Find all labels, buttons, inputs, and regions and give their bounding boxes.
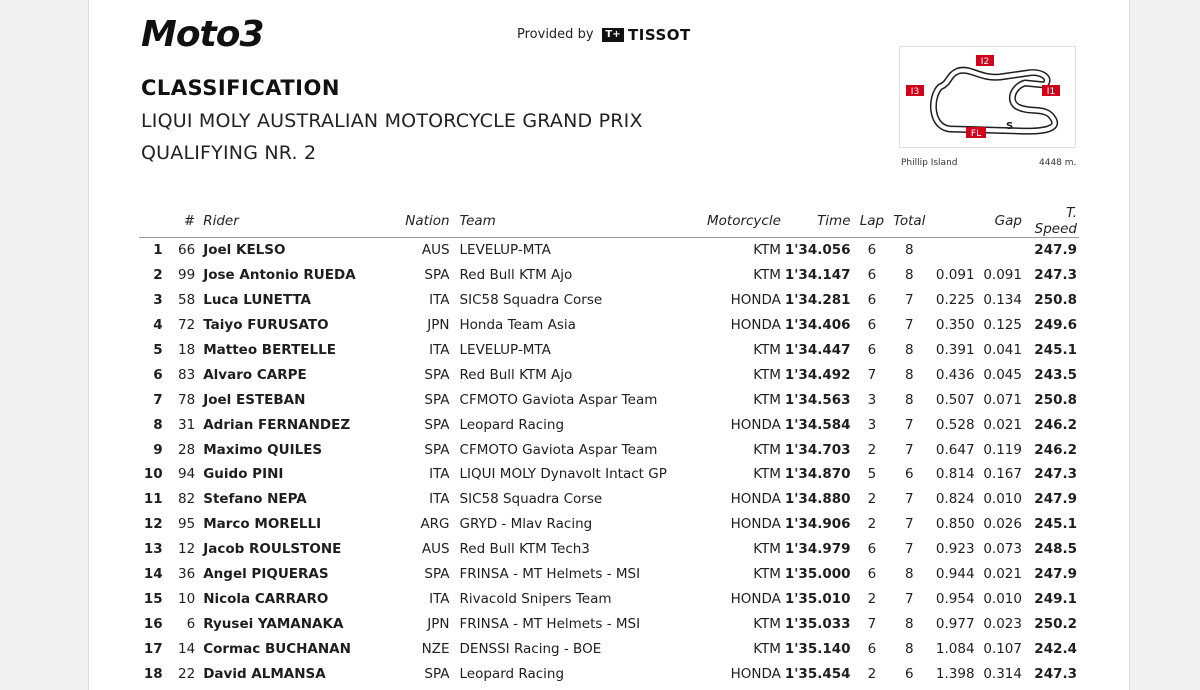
rider-number-cell: 10: [178, 590, 196, 607]
nation-cell: SPA: [424, 391, 450, 408]
motorcycle-cell: KTM: [753, 366, 781, 383]
position-cell: 1: [153, 242, 163, 259]
lap-cell: 6: [867, 342, 877, 358]
lap-cell: 6: [867, 317, 877, 334]
provided-by-label: Provided by: [517, 27, 594, 42]
gap-previous-cell: 0.107: [983, 640, 1022, 657]
rider-number-cell: 66: [178, 242, 196, 259]
rider-name-cell: David ALMANSA: [203, 665, 326, 682]
rider-number-cell: 99: [178, 267, 196, 284]
table-row: [139, 263, 1079, 288]
team-cell: LEVELUP-MTA: [459, 242, 551, 259]
gap-previous-cell: 0.071: [983, 391, 1022, 408]
finish-line-label: [966, 127, 986, 139]
top-speed-cell: 247.3: [1034, 665, 1077, 682]
lap-time-cell: 1'34.979: [784, 541, 851, 558]
motorcycle-cell: HONDA: [730, 416, 781, 433]
top-speed-cell: 250.8: [1034, 391, 1077, 408]
position-cell: 2: [153, 267, 163, 284]
sector-label-i2: [976, 55, 994, 67]
table-row: [139, 387, 1079, 412]
rider-number-cell: 95: [178, 516, 196, 533]
gap-previous-cell: 0.167: [983, 466, 1022, 483]
rider-number-cell: 18: [178, 342, 196, 358]
gap-first-cell: 0.977: [935, 615, 975, 632]
motorcycle-cell: KTM: [753, 242, 781, 259]
table-row: [139, 238, 1079, 263]
rider-number-cell: 94: [178, 466, 196, 483]
team-cell: Red Bull KTM Tech3: [459, 541, 590, 558]
team-cell: FRINSA - MT Helmets - MSI: [459, 615, 641, 632]
team-cell: GRYD - Mlav Racing: [459, 516, 593, 533]
gap-first-cell: 0.954: [935, 590, 975, 607]
nation-cell: ITA: [429, 466, 450, 483]
gap-first-cell: 0.850: [935, 516, 975, 533]
moto3-logo: Moto3: [141, 14, 264, 55]
motorcycle-cell: KTM: [753, 342, 781, 358]
rider-number-cell: 78: [178, 391, 196, 408]
gap-previous-cell: 0.021: [983, 566, 1022, 583]
team-cell: Rivacold Snipers Team: [459, 590, 612, 607]
lap-time-cell: 1'34.147: [784, 267, 851, 284]
lap-cell: 7: [867, 366, 877, 383]
total-laps-cell: 8: [905, 566, 914, 583]
circuit-map: [899, 46, 1076, 148]
gap-previous-cell: 0.119: [983, 441, 1022, 458]
event-name: LIQUI MOLY AUSTRALIAN MOTORCYCLE GRAND PRIX: [141, 110, 643, 132]
top-speed-cell: 242.4: [1034, 640, 1077, 657]
top-speed-cell: 246.2: [1034, 416, 1077, 433]
col-team: Team: [452, 205, 705, 238]
total-laps-cell: 7: [905, 541, 914, 558]
sector-label-i1: [1042, 85, 1060, 97]
gap-previous-cell: 0.134: [983, 292, 1022, 309]
total-laps-cell: 7: [905, 292, 914, 309]
rider-name-cell: Cormac BUCHANAN: [203, 640, 351, 657]
results-table: [139, 205, 1079, 686]
rider-number-cell: 14: [178, 640, 196, 657]
position-cell: 15: [143, 590, 163, 607]
lap-cell: 7: [867, 615, 877, 632]
top-speed-cell: 248.5: [1034, 541, 1077, 558]
lap-cell: 6: [867, 242, 877, 259]
total-laps-cell: 7: [905, 590, 914, 607]
team-cell: SIC58 Squadra Corse: [459, 491, 603, 508]
position-cell: 9: [153, 441, 163, 458]
top-speed-cell: 247.3: [1034, 466, 1077, 483]
total-laps-cell: 7: [905, 416, 914, 433]
total-laps-cell: 8: [905, 366, 914, 383]
gap-previous-cell: 0.010: [983, 590, 1022, 607]
total-laps-cell: 8: [905, 391, 914, 408]
tissot-logo: TISSOT: [628, 26, 691, 44]
gap-first-cell: 0.225: [935, 292, 975, 309]
rider-name-cell: Matteo BERTELLE: [203, 342, 336, 358]
motorcycle-cell: KTM: [753, 391, 781, 408]
motorcycle-cell: KTM: [753, 441, 781, 458]
team-cell: SIC58 Squadra Corse: [459, 292, 603, 309]
table-row: [139, 661, 1079, 686]
top-speed-cell: 249.6: [1034, 317, 1077, 334]
top-speed-cell: 245.1: [1034, 342, 1077, 358]
motorcycle-cell: HONDA: [730, 317, 781, 334]
col-nation: Nation: [400, 205, 452, 238]
total-laps-cell: 7: [905, 317, 914, 334]
position-cell: 14: [143, 566, 163, 583]
position-cell: 4: [153, 317, 163, 334]
position-cell: 7: [153, 391, 163, 408]
rider-name-cell: Ryusei YAMANAKA: [203, 615, 344, 632]
svg-text:FL: FL: [970, 129, 982, 139]
nation-cell: SPA: [424, 665, 450, 682]
classification-page: [88, 0, 1130, 690]
gap-previous-cell: 0.314: [983, 665, 1022, 682]
circuit-length: 4448 m.: [1039, 158, 1077, 168]
lap-time-cell: 1'35.454: [784, 665, 851, 682]
nation-cell: SPA: [424, 566, 450, 583]
gap-previous-cell: 0.073: [983, 541, 1022, 558]
team-cell: FRINSA - MT Helmets - MSI: [459, 566, 641, 583]
sector-label-i3: [906, 85, 924, 97]
position-cell: 6: [153, 366, 163, 383]
lap-cell: 6: [867, 267, 877, 284]
nation-cell: ITA: [429, 292, 450, 309]
position-cell: 8: [153, 416, 163, 433]
position-cell: 11: [143, 491, 163, 508]
page-title: CLASSIFICATION: [141, 76, 340, 100]
motorcycle-cell: KTM: [753, 541, 781, 558]
table-row: [139, 462, 1079, 487]
lap-cell: 5: [867, 466, 877, 483]
gap-previous-cell: 0.041: [983, 342, 1022, 358]
lap-time-cell: 1'34.906: [784, 516, 851, 533]
motorcycle-cell: HONDA: [730, 516, 781, 533]
gap-first-cell: 1.398: [935, 665, 975, 682]
lap-cell: 6: [867, 640, 877, 657]
gap-previous-cell: 0.023: [983, 615, 1022, 632]
motorcycle-cell: HONDA: [730, 491, 781, 508]
top-speed-cell: 250.8: [1034, 292, 1077, 309]
gap-previous-cell: 0.026: [983, 516, 1022, 533]
nation-cell: NZE: [421, 640, 450, 657]
col-total: Total: [891, 205, 927, 238]
gap-previous-cell: 0.091: [983, 267, 1022, 284]
col-rider: Rider: [197, 205, 400, 238]
gap-previous-cell: [977, 238, 1024, 263]
gap-first-cell: 0.528: [935, 416, 975, 433]
total-laps-cell: 7: [905, 441, 914, 458]
total-laps-cell: 8: [905, 242, 914, 259]
table-row: [139, 537, 1079, 562]
col-time: Time: [783, 205, 853, 238]
team-cell: Red Bull KTM Ajo: [459, 366, 573, 383]
total-laps-cell: 8: [905, 342, 914, 358]
tissot-mark-icon: [602, 28, 624, 42]
rider-number-cell: 31: [178, 416, 196, 433]
rider-number-cell: 83: [178, 366, 196, 383]
nation-cell: SPA: [424, 366, 450, 383]
team-cell: Honda Team Asia: [459, 317, 576, 334]
total-laps-cell: 8: [905, 615, 914, 632]
lap-cell: 2: [867, 441, 877, 458]
position-cell: 13: [143, 541, 163, 558]
rider-name-cell: Maximo QUILES: [203, 441, 323, 458]
lap-time-cell: 1'35.033: [784, 615, 851, 632]
gap-first-cell: 0.647: [935, 441, 975, 458]
rider-number-cell: 22: [178, 665, 196, 682]
motorcycle-cell: HONDA: [730, 590, 781, 607]
rider-number-cell: 36: [178, 566, 196, 583]
rider-name-cell: Jose Antonio RUEDA: [203, 267, 356, 284]
lap-time-cell: 1'34.563: [784, 391, 851, 408]
svg-text:I3: I3: [910, 87, 920, 97]
lap-time-cell: 1'34.703: [784, 441, 851, 458]
nation-cell: ITA: [429, 342, 450, 358]
total-laps-cell: 6: [905, 665, 914, 682]
table-row: [139, 437, 1079, 462]
sponsor-mark: T+: [605, 29, 621, 40]
team-cell: Leopard Racing: [459, 665, 565, 682]
svg-text:I1: I1: [1046, 87, 1056, 97]
motorcycle-cell: KTM: [753, 640, 781, 657]
rider-name-cell: Taiyo FURUSATO: [203, 317, 329, 334]
lap-cell: 6: [867, 566, 877, 583]
team-cell: CFMOTO Gaviota Aspar Team: [459, 391, 658, 408]
table-header-row: [139, 205, 1079, 238]
gap-previous-cell: 0.021: [983, 416, 1022, 433]
lap-time-cell: 1'34.870: [784, 466, 851, 483]
gap-first-cell: 0.391: [935, 342, 975, 358]
lap-cell: 6: [867, 541, 877, 558]
top-speed-cell: 245.1: [1034, 516, 1077, 533]
lap-cell: 2: [867, 491, 877, 508]
rider-name-cell: Angel PIQUERAS: [203, 566, 329, 583]
rider-name-cell: Joel ESTEBAN: [203, 391, 306, 408]
top-speed-cell: 247.9: [1034, 491, 1077, 508]
position-cell: 18: [143, 665, 163, 682]
gap-first-cell: [927, 238, 976, 263]
gap-first-cell: 1.084: [935, 640, 975, 657]
top-speed-cell: 243.5: [1034, 366, 1077, 383]
table-row: [139, 611, 1079, 636]
gap-first-cell: 0.436: [935, 366, 975, 383]
position-cell: 3: [153, 292, 163, 309]
top-speed-cell: 247.9: [1034, 566, 1077, 583]
table-row: [139, 412, 1079, 437]
total-laps-cell: 6: [905, 466, 914, 483]
total-laps-cell: 8: [905, 267, 914, 284]
gap-first-cell: 0.091: [935, 267, 975, 284]
motorcycle-cell: KTM: [753, 615, 781, 632]
col-top-speed: T. Speed: [1024, 205, 1079, 238]
gap-first-cell: 0.923: [935, 541, 975, 558]
rider-name-cell: Guido PINI: [203, 466, 284, 483]
rider-number-cell: 82: [178, 491, 196, 508]
motorcycle-cell: KTM: [753, 466, 781, 483]
table-row: [139, 362, 1079, 387]
motorcycle-cell: KTM: [753, 566, 781, 583]
table-row: [139, 487, 1079, 512]
gap-previous-cell: 0.010: [983, 491, 1022, 508]
nation-cell: SPA: [424, 267, 450, 284]
nation-cell: JPN: [427, 615, 450, 632]
lap-time-cell: 1'34.447: [784, 342, 851, 358]
gap-first-cell: 0.944: [935, 566, 975, 583]
rider-number-cell: 12: [178, 541, 196, 558]
col-number: #: [165, 205, 198, 238]
team-cell: Leopard Racing: [459, 416, 565, 433]
lap-time-cell: 1'34.584: [784, 416, 851, 433]
col-gap: Gap: [977, 205, 1024, 238]
lap-time-cell: 1'35.000: [784, 566, 851, 583]
gap-first-cell: 0.350: [935, 317, 975, 334]
rider-name-cell: Nicola CARRARO: [203, 590, 329, 607]
position-cell: 10: [143, 466, 163, 483]
session-name: QUALIFYING NR. 2: [141, 142, 317, 164]
circuit-map-icon: [900, 47, 1075, 147]
team-cell: Red Bull KTM Ajo: [459, 267, 573, 284]
rider-name-cell: Jacob ROULSTONE: [203, 541, 342, 558]
rider-name-cell: Luca LUNETTA: [203, 292, 311, 309]
team-cell: LEVELUP-MTA: [459, 342, 551, 358]
lap-cell: 2: [867, 665, 877, 682]
rider-number-cell: 72: [178, 317, 196, 334]
motorcycle-cell: KTM: [753, 267, 781, 284]
rider-name-cell: Stefano NEPA: [203, 491, 307, 508]
team-cell: DENSSI Racing - BOE: [459, 640, 602, 657]
svg-text:I2: I2: [980, 57, 990, 67]
rider-name-cell: Alvaro CARPE: [203, 366, 307, 383]
lap-cell: 3: [867, 416, 877, 433]
total-laps-cell: 8: [905, 640, 914, 657]
position-cell: 5: [153, 342, 163, 358]
lap-time-cell: 1'34.281: [784, 292, 851, 309]
nation-cell: JPN: [427, 317, 450, 334]
circuit-name: Phillip Island: [901, 158, 958, 168]
top-speed-cell: 247.3: [1034, 267, 1077, 284]
lap-time-cell: 1'35.140: [784, 640, 851, 657]
lap-cell: 2: [867, 590, 877, 607]
lap-time-cell: 1'34.056: [784, 242, 851, 259]
lap-cell: 3: [867, 391, 877, 408]
lap-cell: 6: [867, 292, 877, 309]
motorcycle-cell: HONDA: [730, 665, 781, 682]
nation-cell: AUS: [421, 541, 450, 558]
table-row: [139, 512, 1079, 537]
table-row: [139, 586, 1079, 611]
gap-previous-cell: 0.045: [983, 366, 1022, 383]
top-speed-cell: 247.9: [1034, 242, 1077, 259]
top-speed-cell: 250.2: [1034, 615, 1077, 632]
col-motorcycle: Motorcycle: [705, 205, 783, 238]
table-row: [139, 562, 1079, 587]
lap-time-cell: 1'35.010: [784, 590, 851, 607]
rider-name-cell: Marco MORELLI: [203, 516, 322, 533]
rider-number-cell: 28: [178, 441, 196, 458]
gap-first-cell: 0.814: [935, 466, 975, 483]
gap-previous-cell: 0.125: [983, 317, 1022, 334]
rider-number-cell: 6: [186, 615, 196, 632]
team-cell: LIQUI MOLY Dynavolt Intact GP: [459, 466, 667, 483]
total-laps-cell: 7: [905, 516, 914, 533]
col-lap: Lap: [853, 205, 892, 238]
nation-cell: AUS: [421, 242, 450, 259]
table-row: [139, 313, 1079, 338]
start-label: S: [1006, 121, 1014, 132]
rider-name-cell: Joel KELSO: [203, 242, 286, 259]
top-speed-cell: 249.1: [1034, 590, 1077, 607]
motorcycle-cell: HONDA: [730, 292, 781, 309]
lap-time-cell: 1'34.492: [784, 366, 851, 383]
position-cell: 12: [143, 516, 163, 533]
nation-cell: ITA: [429, 491, 450, 508]
team-cell: CFMOTO Gaviota Aspar Team: [459, 441, 658, 458]
table-row: [139, 288, 1079, 313]
table-row: [139, 636, 1079, 661]
table-row: [139, 338, 1079, 363]
nation-cell: SPA: [424, 441, 450, 458]
gap-first-cell: 0.824: [935, 491, 975, 508]
gap-first-cell: 0.507: [935, 391, 975, 408]
rider-name-cell: Adrian FERNANDEZ: [203, 416, 351, 433]
position-cell: 16: [143, 615, 163, 632]
nation-cell: SPA: [424, 416, 450, 433]
nation-cell: ITA: [429, 590, 450, 607]
nation-cell: ARG: [420, 516, 450, 533]
lap-time-cell: 1'34.880: [784, 491, 851, 508]
lap-time-cell: 1'34.406: [784, 317, 851, 334]
total-laps-cell: 7: [905, 491, 914, 508]
rider-number-cell: 58: [178, 292, 196, 309]
lap-cell: 2: [867, 516, 877, 533]
top-speed-cell: 246.2: [1034, 441, 1077, 458]
position-cell: 17: [143, 640, 163, 657]
